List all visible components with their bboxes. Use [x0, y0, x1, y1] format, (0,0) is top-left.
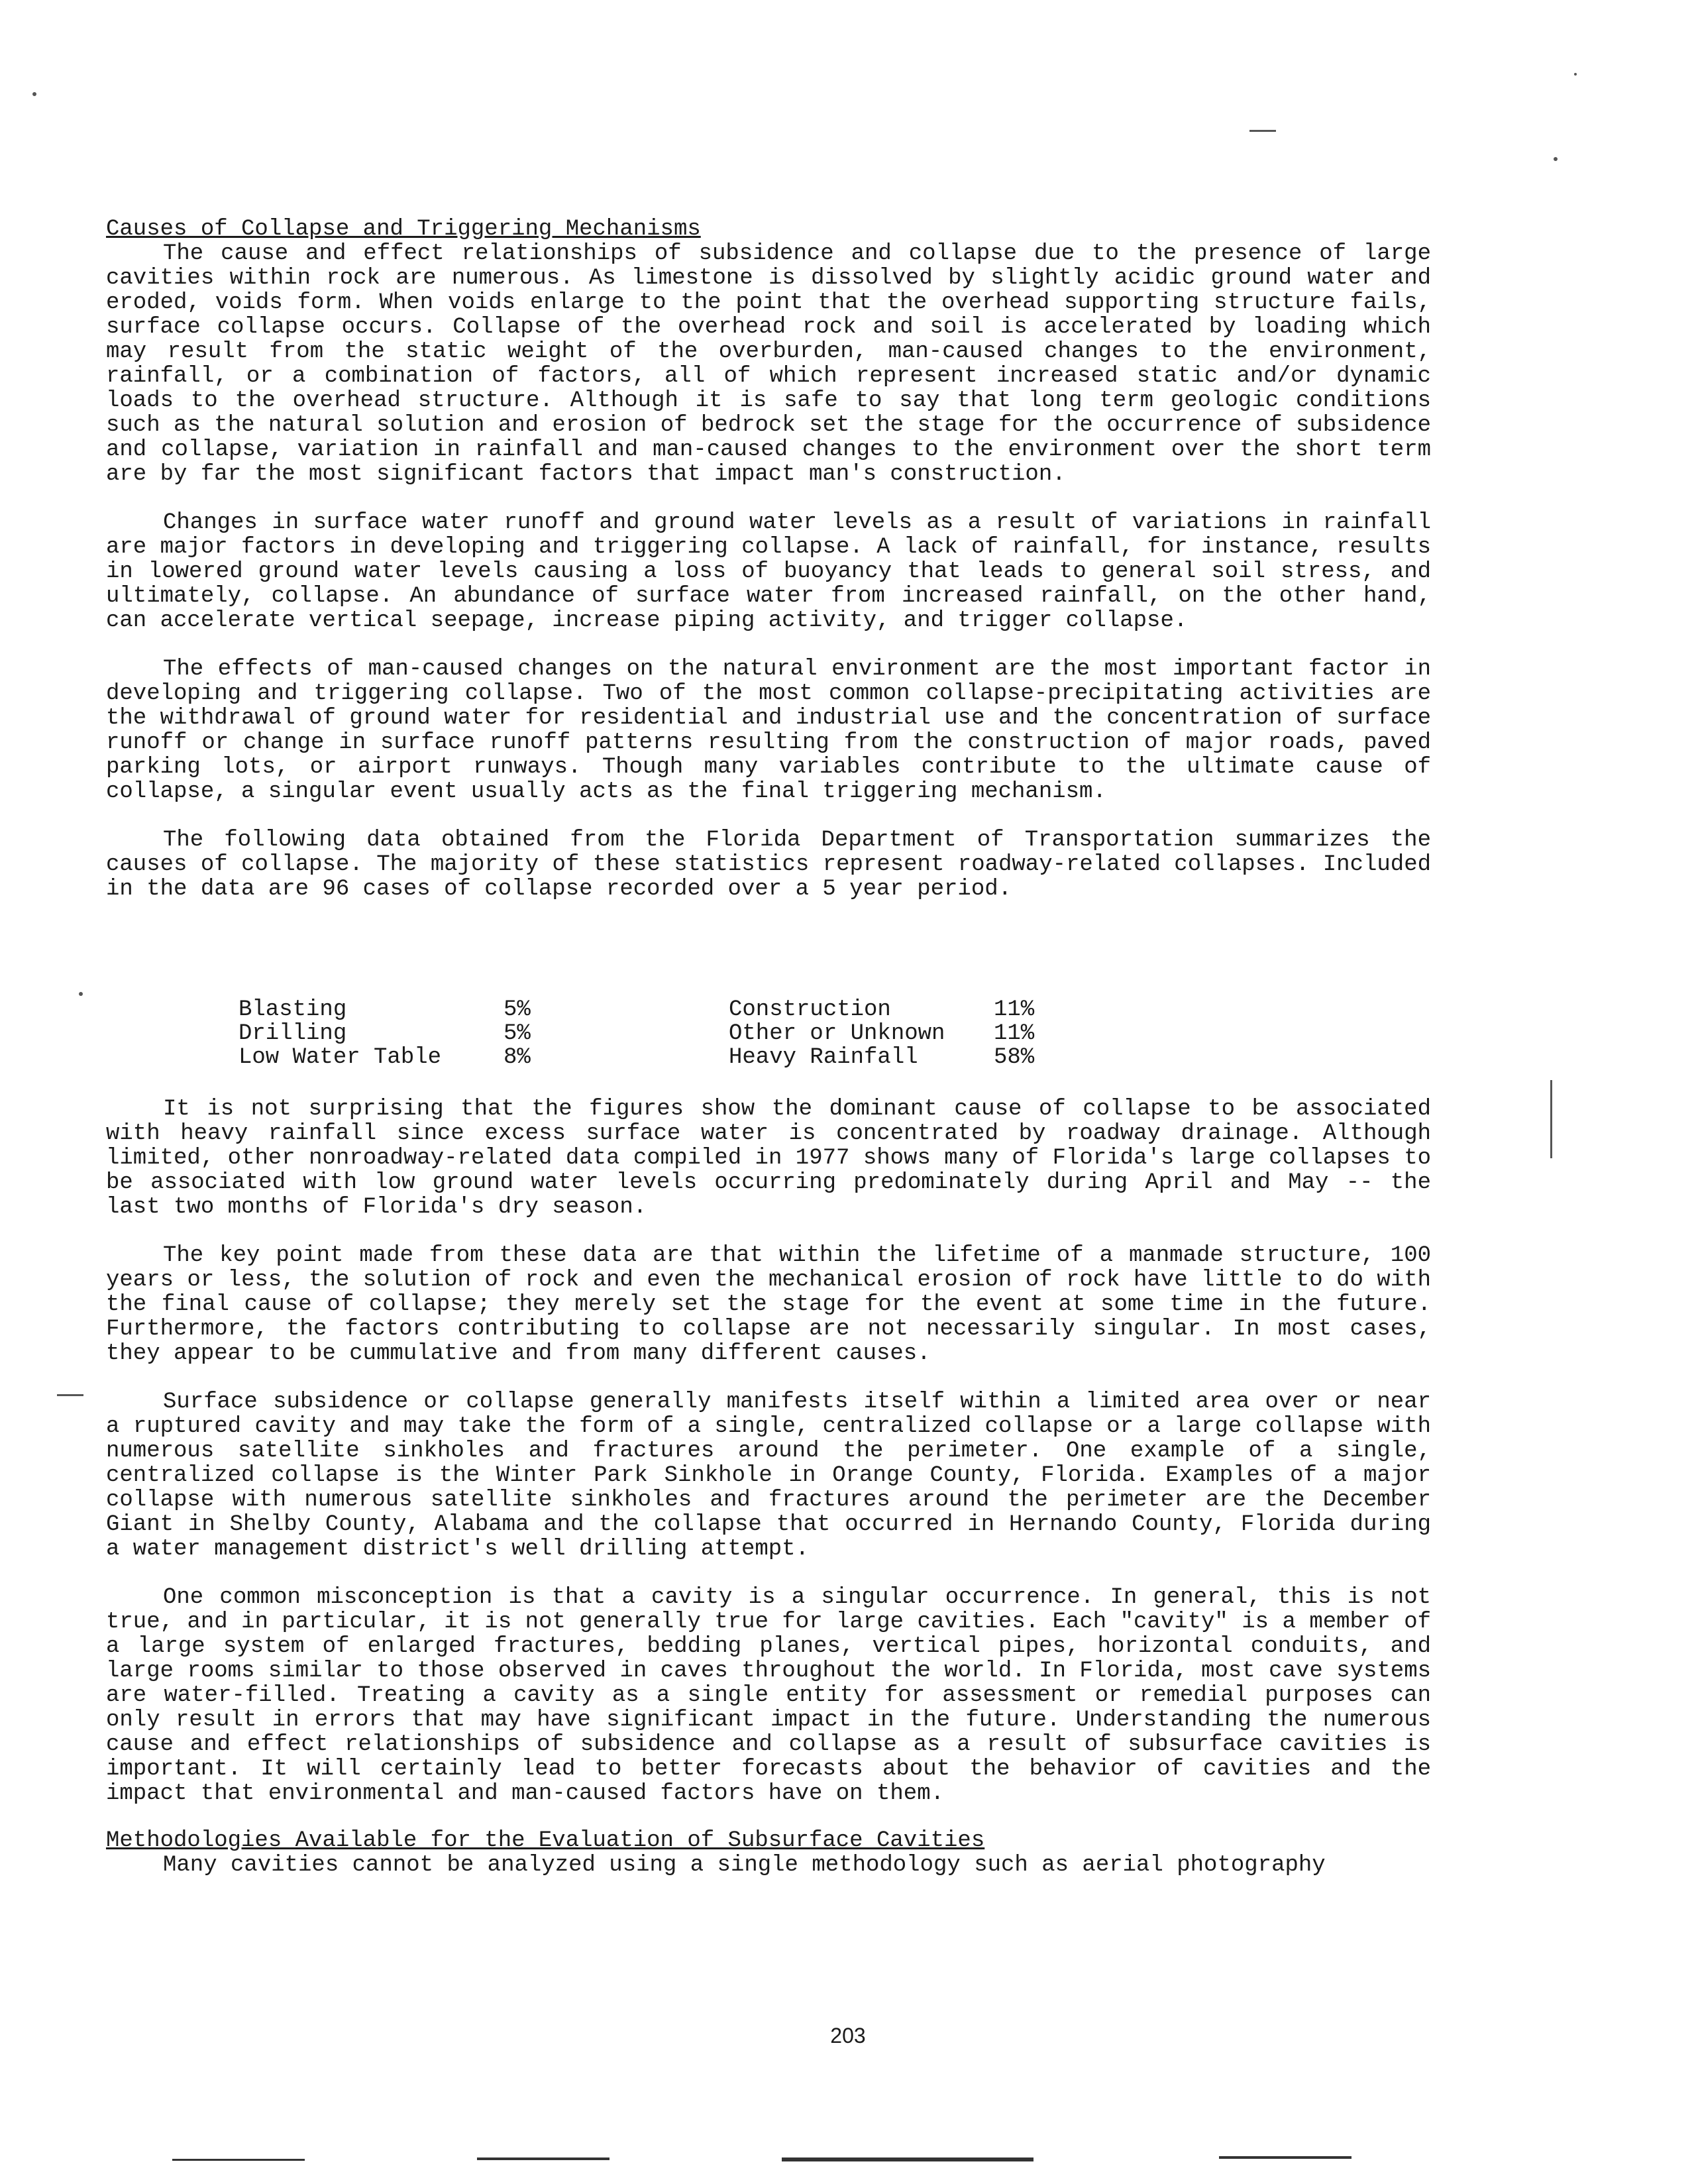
table-cell-percent: 11% — [994, 1021, 1035, 1046]
section-methodologies — [106, 1829, 1431, 1902]
paragraph-discussion-2: The key point made from these data are that within the lifetime of a manmade structure, 100 years or less, the solution of rock and even the mechanical erosion of rock have little to do with the final cause of collapse; they merely set the stage for the event at some time in the future. Furthermore, the factors contributing to collapse are not necessarily singular. In most cases, they appear to be cummulative and from many different causes. — [106, 1243, 1431, 1366]
table-cell-cause: Construction — [729, 997, 891, 1022]
paragraph-discussion-3: Surface subsidence or collapse generally manifests itself within a limited area over or near a ruptured cavity and may take the form of a single, centralized collapse or a large collapse with numerous satellite sinkholes and fractures around the perimeter. One example of a single, centralized collapse is the Winter Park Sinkhole in Orange County, Florida. Examples of a major collapse with numerous satellite sinkholes and fractures around the perimeter are the December Giant in Shelby County, Alabama and the collapse that occurred in Hernando County, Florida during a water management district's well drilling attempt. — [106, 1390, 1431, 1562]
table-cell-percent: 11% — [994, 997, 1035, 1022]
section-discussion — [106, 1097, 1431, 1830]
table-cell-percent: 8% — [504, 1045, 531, 1070]
paragraph-causes-3: The effects of man-caused changes on the natural environment are the most important factor in developing and triggering collapse. Two of the most common collapse-precipitating activities are the withdrawal of ground water for residential and industrial use and the concentration of surface runoff or change in surface runoff patterns resulting from the construction of major roads, paved parking lots, or airport runways. Though many variables contribute to the ultimate cause of collapse, a singular event usually acts as the final triggering mechanism. — [106, 657, 1431, 804]
paragraph-methodologies-1: Many cavities cannot be analyzed using a single methodology such as aerial photography — [163, 1853, 1326, 1878]
paragraph-causes-4: The following data obtained from the Florida Department of Transportation summarizes the causes of collapse. The majority of these statistics represent roadway-related collapses. Included in the data are 96 cases of collapse recorded over a 5 year period. — [106, 828, 1431, 902]
heading-methodologies: Methodologies Available for the Evaluation of Subsurface Cavities — [106, 1828, 985, 1853]
table-cell-cause: Low Water Table — [238, 1045, 442, 1070]
table-cell-percent: 5% — [504, 1021, 531, 1046]
page-number: 203 — [830, 2024, 866, 2048]
paragraph-causes-2: Changes in surface water runoff and ground water levels as a result of variations in rainfall are major factors in developing and triggering collapse. A lack of rainfall, for instance, results in lowered ground water levels causing a loss of buoyancy that leads to general soil stress, and ultimately, collapse. An abundance of surface water from increased rainfall, on the other hand, can accelerate vertical seepage, increase piping activity, and trigger collapse. — [106, 510, 1431, 633]
table-cell-cause: Drilling — [238, 1021, 347, 1046]
table-row — [238, 1022, 1100, 1046]
table-cell-percent: 58% — [994, 1045, 1035, 1070]
table-cell-cause: Heavy Rainfall — [729, 1045, 918, 1070]
collapse-causes-table — [238, 998, 1100, 1069]
table-row — [238, 998, 1100, 1022]
table-row — [238, 1046, 1100, 1069]
paragraph-discussion-4: One common misconception is that a cavity is a singular occurrence. In general, this is not true, and in particular, it is not generally true for large cavities. Each "cavity" is a member of a large system of enlarged fractures, bedding planes, vertical pipes, horizontal conduits, and large rooms similar to those observed in caves throughout the world. In Florida, most cave systems are water-filled. Treating a cavity as a single entity for assessment or remedial purposes can only result in errors that may have significant impact in the future. Understanding the numerous cause and effect relationships of subsidence and collapse as a result of subsurface cavities is important. It will certainly lead to better forecasts about the behavior of cavities and the impact that environmental and man-caused factors have on them. — [106, 1585, 1431, 1806]
table-cell-cause: Blasting — [238, 997, 347, 1022]
paragraph-discussion-1: It is not surprising that the figures show the dominant cause of collapse to be associated with heavy rainfall since excess surface water is concentrated by roadway drainage. Although limited, other nonroadway-related data compiled in 1977 shows many of Florida's large collapses to be associated with low ground water levels occurring predominately during April and May -- the last two months of Florida's dry season. — [106, 1097, 1431, 1220]
table-cell-percent: 5% — [504, 997, 531, 1022]
paragraph-causes-1: The cause and effect relationships of subsidence and collapse due to the presence of large cavities within rock are numerous. As limestone is dissolved by slightly acidic ground water and eroded, voids form. When voids enlarge to the point that the overhead supporting structure fails, surface collapse occurs. Collapse of the overhead rock and soil is accelerated by loading which may result from the static weight of the overburden, man-caused changes to the environment, rainfall, or a combination of factors, all of which represent increased static and/or dynamic loads to the overhead structure. Although it is safe to say that long term geologic conditions such as the natural solution and erosion of bedrock set the stage for the occurrence of subsidence and collapse, variation in rainfall and man-caused changes to the environment over the short term are by far the most significant factors that impact man's construction. — [106, 241, 1431, 487]
heading-causes-of-collapse: Causes of Collapse and Triggering Mechanisms — [106, 217, 701, 242]
section-causes — [106, 217, 1431, 926]
table-cell-cause: Other or Unknown — [729, 1021, 945, 1046]
